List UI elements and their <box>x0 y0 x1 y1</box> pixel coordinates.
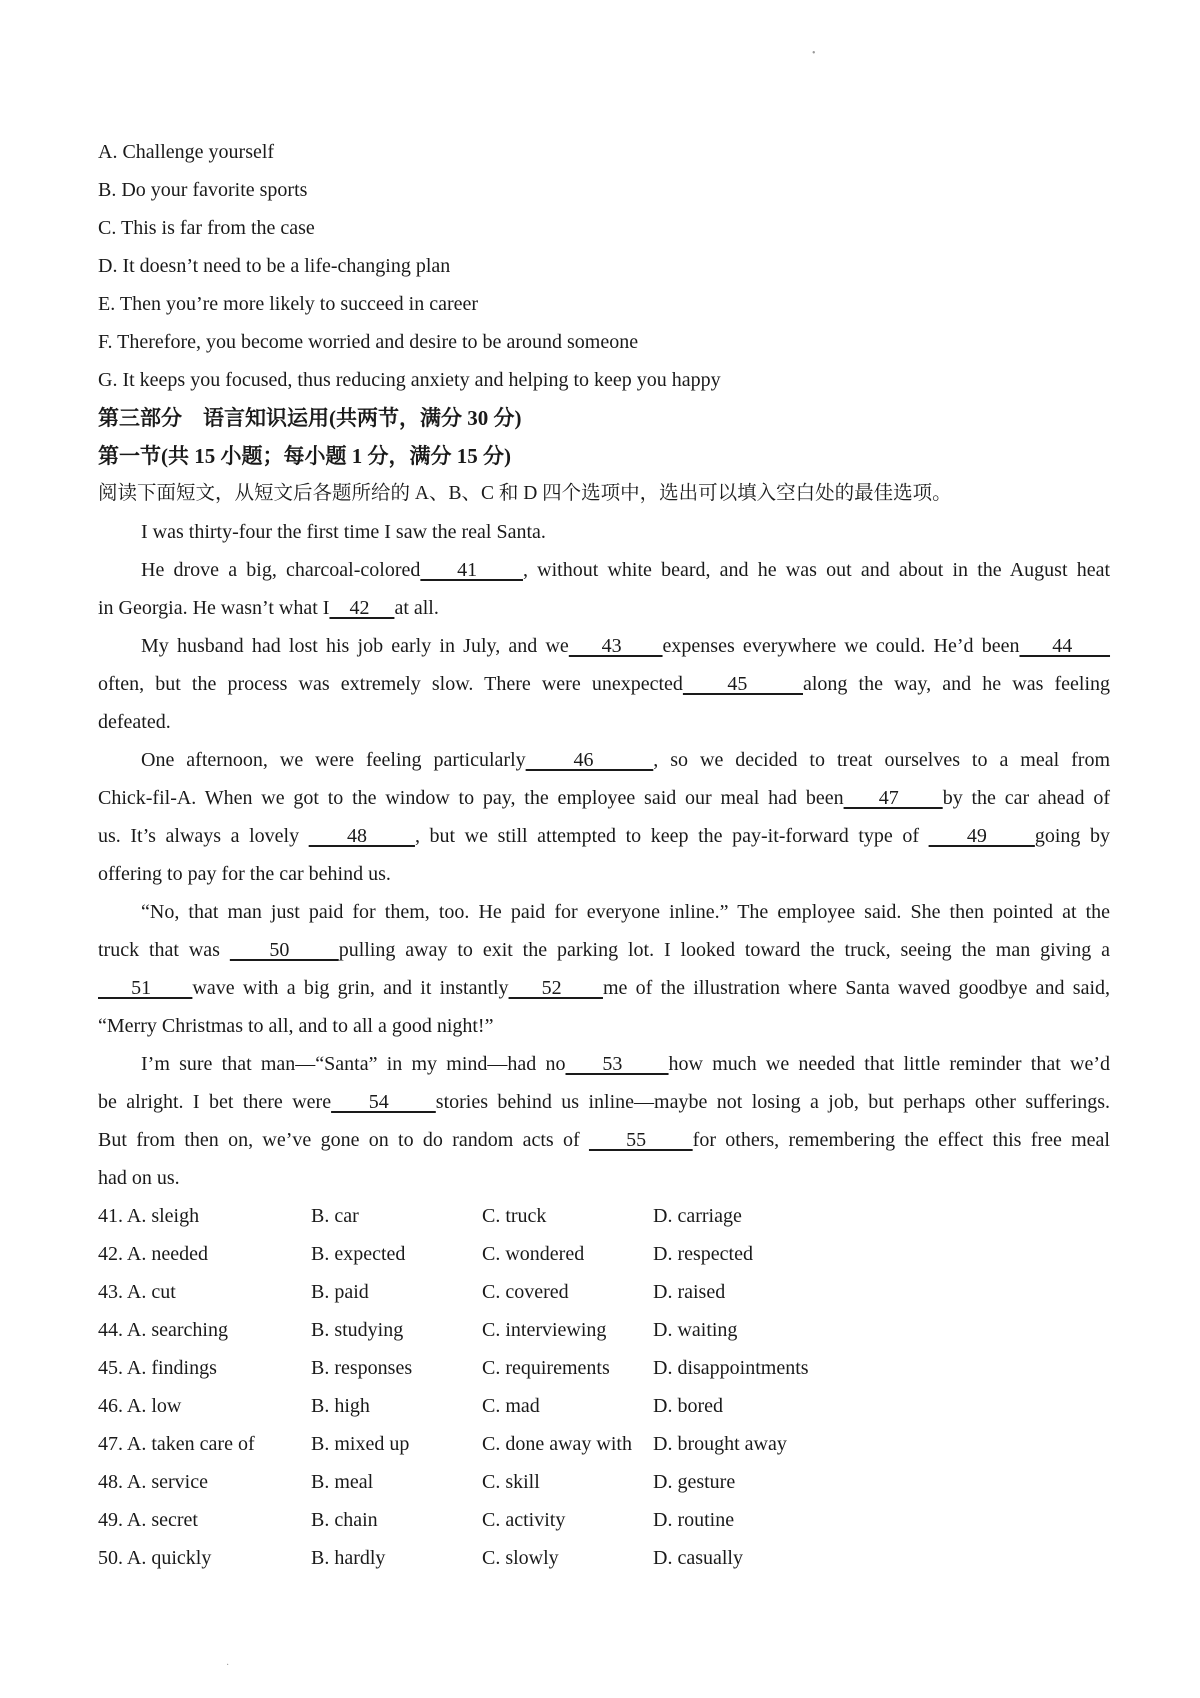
passage-line <box>98 1159 1110 1197</box>
passage-text: I was thirty-four the first time I saw the real Santa. <box>141 521 546 543</box>
passage-line <box>98 855 1110 893</box>
passage-text: at all. <box>394 597 439 619</box>
passage-text: wave with a big grin, and it instantly <box>192 977 509 999</box>
passage-text: , but we still attempted to keep the pay-it-forward type of <box>414 825 929 847</box>
question-option: 48. A. service <box>98 1471 208 1493</box>
question-option: B. high <box>311 1395 370 1417</box>
question-row <box>98 1425 1098 1463</box>
passage-line <box>98 1121 1110 1159</box>
question-row <box>98 1349 1098 1387</box>
instruction: 阅读下面短文，从短文后各题所给的 A、B、C 和 D 四个选项中，选出可以填入空白处的最佳选项。 <box>98 483 952 504</box>
question-row <box>98 1197 1098 1235</box>
passage-text: truck that was <box>98 939 230 961</box>
question-option: D. raised <box>653 1281 726 1303</box>
question-option: D. waiting <box>653 1319 738 1341</box>
blank-53: 53 <box>565 1053 669 1075</box>
question-option: B. hardly <box>311 1547 386 1569</box>
option-line: C. This is far from the case <box>98 217 315 239</box>
question-option: C. done away with <box>482 1433 632 1455</box>
blank-41: 41 <box>420 559 523 581</box>
passage-line <box>98 703 1110 741</box>
question-option: D. routine <box>653 1509 735 1531</box>
question-option: B. mixed up <box>311 1433 410 1455</box>
blank-51: 51 <box>98 977 193 999</box>
question-option: D. gesture <box>653 1471 736 1493</box>
scan-dot: · <box>226 1660 230 1671</box>
question-option: C. requirements <box>482 1357 610 1379</box>
blank-45: 45 <box>682 673 803 695</box>
passage-text: often, but the process was extremely slow. There were unexpected <box>98 673 683 695</box>
passage-text: be alright. I bet there were <box>98 1091 332 1113</box>
question-option: C. interviewing <box>482 1319 607 1341</box>
passage-line <box>98 779 1110 817</box>
blank-52: 52 <box>508 977 603 999</box>
question-option: 44. A. searching <box>98 1319 228 1341</box>
question-option: 45. A. findings <box>98 1357 217 1379</box>
question-option: B. chain <box>311 1509 378 1531</box>
question-option: C. wondered <box>482 1243 585 1265</box>
option-line: A. Challenge yourself <box>98 141 275 163</box>
question-option: C. slowly <box>482 1547 559 1569</box>
passage-line <box>141 741 1110 779</box>
question-option: D. casually <box>653 1547 743 1569</box>
option-line: D. It doesn’t need to be a life-changing plan <box>98 255 451 277</box>
blank-42: 42 <box>329 597 395 619</box>
passage-line <box>98 931 1110 969</box>
passage-text: going by <box>1034 825 1111 847</box>
question-option: D. carriage <box>653 1205 742 1227</box>
blank-55: 55 <box>588 1129 693 1151</box>
question-option: B. responses <box>311 1357 413 1379</box>
question-option: B. expected <box>311 1243 406 1265</box>
question-option: 46. A. low <box>98 1395 182 1417</box>
question-option: B. car <box>311 1205 359 1227</box>
passage-text: One afternoon, we were feeling particularly <box>141 749 526 771</box>
question-row <box>98 1387 1098 1425</box>
question-row <box>98 1273 1098 1311</box>
scan-dot: • <box>812 48 816 59</box>
question-option: B. meal <box>311 1471 374 1493</box>
passage-line <box>141 513 1110 551</box>
passage-text: by the car ahead of <box>942 787 1111 809</box>
section-heading: 第一节(共 15 小题；每小题 1 分，满分 15 分) <box>98 444 511 468</box>
question-option: C. activity <box>482 1509 566 1531</box>
question-option: D. brought away <box>653 1433 787 1455</box>
passage-text: for others, remembering the effect this free meal <box>692 1129 1110 1151</box>
part-heading: 第三部分 语言知识运用(共两节，满分 30 分) <box>98 406 522 430</box>
question-option: C. covered <box>482 1281 569 1303</box>
question-row <box>98 1463 1098 1501</box>
blank-50: 50 <box>229 939 339 961</box>
question-row <box>98 1539 1098 1577</box>
question-option: 43. A. cut <box>98 1281 176 1303</box>
passage-text: me of the illustration where Santa waved goodbye and said, <box>602 977 1111 999</box>
passage-text: along the way, and he was feeling <box>803 673 1110 695</box>
passage-text: , without white beard, and he was out and about in the August heat <box>523 559 1111 581</box>
passage-text: had on us. <box>98 1167 180 1189</box>
passage-line <box>98 1083 1110 1121</box>
option-line: F. Therefore, you become worried and desire to be around someone <box>98 331 639 353</box>
passage-line <box>98 817 1110 855</box>
blank-48: 48 <box>308 825 415 847</box>
passage-text: “No, that man just paid for them, too. He paid for everyone inline.” The employee said. She then pointed at the <box>141 901 1110 923</box>
passage-text: “Merry Christmas to all, and to all a good night!” <box>98 1015 494 1037</box>
question-option: C. mad <box>482 1395 540 1417</box>
blank-49: 49 <box>928 825 1035 847</box>
passage-text: He drove a big, charcoal-colored <box>141 559 421 581</box>
passage-text: But from then on, we’ve gone on to do random acts of <box>98 1129 589 1151</box>
passage-text: Chick-fil-A. When we got to the window to pay, the employee said our meal had been <box>98 787 844 809</box>
passage-text: how much we needed that little reminder that we’d <box>668 1053 1110 1075</box>
question-option: 41. A. sleigh <box>98 1205 200 1227</box>
question-option: B. studying <box>311 1319 404 1341</box>
blank-46: 46 <box>525 749 654 771</box>
passage-text: us. It’s always a lovely <box>98 825 309 847</box>
passage-text: , so we decided to treat ourselves to a meal from <box>653 749 1110 771</box>
question-option: 49. A. secret <box>98 1509 198 1531</box>
passage-text: stories behind us inline—maybe not losing a job, but perhaps other sufferings. <box>435 1091 1110 1113</box>
passage-text: pulling away to exit the parking lot. I looked toward the truck, seeing the man giving a <box>338 939 1110 961</box>
option-line: E. Then you’re more likely to succeed in career <box>98 293 479 315</box>
question-row <box>98 1235 1098 1273</box>
passage-line <box>98 969 1110 1007</box>
passage-text: I’m sure that man—“Santa” in my mind—had no <box>141 1053 566 1075</box>
passage-text: in Georgia. He wasn’t what I <box>98 597 330 619</box>
passage-text: defeated. <box>98 711 171 733</box>
passage-text: expenses everywhere we could. He’d been <box>662 635 1020 657</box>
passage-line <box>98 1007 1110 1045</box>
passage-line <box>98 589 1110 627</box>
blank-54: 54 <box>331 1091 436 1113</box>
passage-line <box>141 551 1110 589</box>
question-row <box>98 1311 1098 1349</box>
passage-line <box>98 665 1110 703</box>
question-option: C. truck <box>482 1205 547 1227</box>
blank-43: 43 <box>568 635 663 657</box>
question-option: D. respected <box>653 1243 753 1265</box>
question-row <box>98 1501 1098 1539</box>
question-option: D. bored <box>653 1395 723 1417</box>
question-option: 42. A. needed <box>98 1243 208 1265</box>
blank-44: 44 <box>1019 635 1111 657</box>
passage-line <box>141 1045 1110 1083</box>
passage-line <box>141 893 1110 931</box>
option-line: B. Do your favorite sports <box>98 179 308 201</box>
question-option: C. skill <box>482 1471 540 1493</box>
question-option: 47. A. taken care of <box>98 1433 255 1455</box>
passage-text: offering to pay for the car behind us. <box>98 863 391 885</box>
option-line: G. It keeps you focused, thus reducing anxiety and helping to keep you happy <box>98 369 721 391</box>
question-option: 50. A. quickly <box>98 1547 212 1569</box>
passage-line <box>141 627 1110 665</box>
question-option: D. disappointments <box>653 1357 809 1379</box>
blank-47: 47 <box>843 787 943 809</box>
question-option: B. paid <box>311 1281 369 1303</box>
passage-text: My husband had lost his job early in July, and we <box>141 635 569 657</box>
